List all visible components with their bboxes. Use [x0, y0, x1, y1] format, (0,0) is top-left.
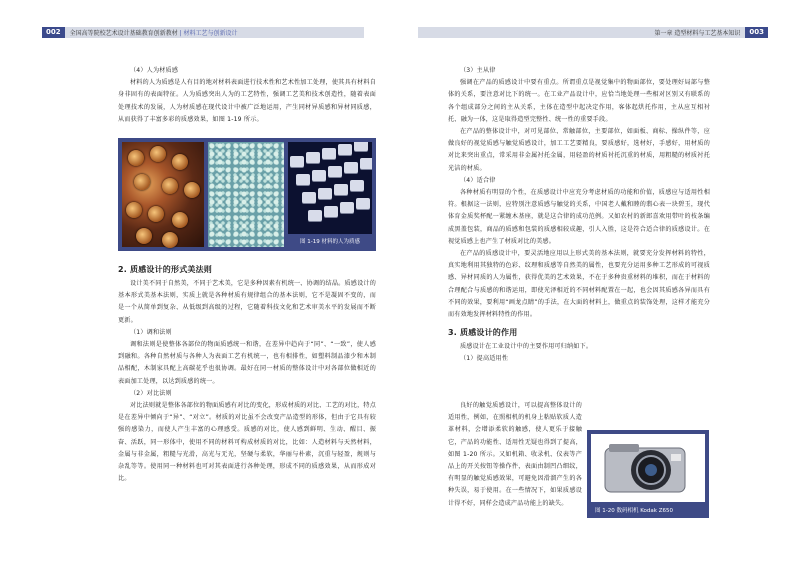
header-separator: | — [179, 30, 182, 37]
left-column-top — [118, 65, 376, 126]
section-heading: （1）提高适用性 — [460, 355, 509, 363]
page-number-left: 002 — [42, 27, 65, 38]
series-name: 全国高等院校艺术设计基础教育创新教材 — [69, 30, 178, 37]
paragraph: 设计美不同于自然美，不同于艺术美，它是多种因素有机统一、协调的结晶。质感设计的基本形式美基本法则，实质上就是各种材质有规律组合的基本法则，它不是凝固不变的，而是一个从简单到复杂、从低级到高级的过程，它随着科技文化和艺术审美水平的发展而不断更新。 — [118, 280, 376, 324]
camera-image — [591, 434, 705, 502]
paragraph: 质感设计在工业设计中的主要作用可归纳如下。 — [460, 343, 593, 351]
paragraph: 调和法则是使整体各部位的物面质感统一和谐，在差异中趋向于“同”、“一致”，使人感到融和。各种自然材质与各种人为表面工艺有机统一，也有相排性，如塑料制品漆少和木制品相配，木制家具配上高碳花乎也很协调。最好在同一材质的整体设计中对各部位做相近的表面加工处理，以达到质感的统一。 — [118, 341, 376, 385]
paragraph: 各种材质有明显的个性，在质感设计中应充分考虑材质的功能和价值，质感应与适用性相符。根据这一法则，应特别注意质感与触觉的关系，中国老人戴和睦的翡心表一块碧玉，现代体育金质奖杯配一紧缠木基座，就是这合律的成功范例。又如农村的新郎喜欢用带叶的枝条编成黑盖包装，商品的质感和包装的质感相较成趣，引人入胜，这是符合适合律的质感设计。在视觉质感上也产生了材质对比的美感。 — [448, 189, 710, 245]
page-number-right: 003 — [745, 27, 768, 38]
section-heading: （3）主从律 — [460, 67, 496, 74]
section-title: 2. 质感设计的形式美法则 — [118, 265, 212, 274]
paragraph: 良好的触觉质感设计，可以提高整体设计的适用性，例如，在照相机的机身上粘贴软质人造革材料，会增添柔软的触感，使人更乐于接触它，产品的功能性、适用性无疑也得到了提高，如图 1-20 所示。又如机箱、收录机、仪表等产品上的开关按钮等操作件，表面由制凹凸细纹，有明显的触觉质感效果，可避免因滑溜产生的各种失误，易于使用。在一些情况下，如果质感设计得不好，同样会造成产品功能上的缺失。 — [448, 402, 582, 507]
left-column-bottom — [118, 258, 376, 485]
paragraph: 在产品的整体设计中，对可见部位、常触部位，主要部位，如面板、商标、操纵件等，应做良好的视觉质感与触觉质感设计，加工工艺要精良，要质感好，选材好，手感好，用材质的对比来突出重点，常采用非金属衬托金属，用轻盈的材质衬托沉重的材质，用粗糙的材质衬托光洁的材质。 — [448, 128, 710, 172]
running-header-right — [418, 27, 768, 38]
figure-1-19 — [118, 138, 376, 251]
section-heading: （1）调和法则 — [130, 328, 172, 336]
coins-image — [122, 142, 204, 247]
figure-caption: 图 1-19 材料的人为质感 — [300, 239, 360, 245]
section-heading: （4）适合律 — [460, 176, 496, 184]
paragraph: 对比法则就是整体各部位的物面质感有对比的变化，形成材质的对比、工艺的对比，特点是在差异中倾向于“异”、“对立”。材质的对比虽不会改变产品造型的形体，但由于它具有较强的感染力，而使人产生丰富的心理感受。质感的对比，使人感到鲜明、生动、醒目、振奋、活跃，同一形体中，使用不同的材料可构成材质的对比，比如：人造材料与天然材料，金属与非金属，粗糙与光滑，高光与无光，坚硬与柔软，华丽与朴素，沉重与轻盈，规则与杂乱等等。使用同一种材料也可对其表面进行各种处理，形成不同的质感效果，从而形成对比。 — [118, 402, 376, 483]
paragraph: 强调在产品的质感设计中要有重点。所谓重点是视觉集中的物面部位，要处理好局部与整体的关系，要注意对比下的统一。在工业产品设计中，应恰当地处理一些相对区别又有联系的各个组成部分之间的主从关系，主体在造型中起决定作用，客体起烘托作用，主从应互相衬托、融为一体，这是取得造型完整性、统一性的重要手段。 — [448, 79, 710, 123]
paragraph: 材料的人为质感是人有目的地对材料表面进行技术性和艺术性加工处理，使其具有材料自身非固有的表面特征。人为质感突出人为的工艺特性，强调工艺美和技术创造性，随着表面处理技术的发展，人为材质感在现代设计中被广泛地运用，产生同材异质感和异材同质感，从而获得了丰富多彩的质感效果，如图 1-19 所示。 — [118, 79, 376, 123]
section-heading: （4）人为材质感 — [130, 67, 179, 74]
figure-caption: 图 1-20 数码相机 Kodak Z650 — [595, 508, 673, 514]
book-title: 材料工艺与创新设计 — [183, 30, 238, 37]
running-header-left — [42, 27, 364, 38]
keyboard-image — [288, 142, 372, 234]
right-column-wrap — [448, 400, 582, 510]
series-title — [65, 28, 243, 37]
right-column-top — [448, 65, 710, 366]
section-title: 3. 质感设计的作用 — [448, 328, 518, 338]
chapter-title: 第一章 造型材料与工艺基本知识 — [654, 30, 741, 37]
figure-1-20 — [587, 430, 709, 518]
section-heading: （2）对比法则 — [130, 389, 172, 397]
textured-surface-image — [208, 142, 284, 247]
paragraph: 在产品的质感设计中，要灵活地应用以上形式美的基本法则，就要充分发挥材料的特性，真实地利用其独特的色彩、纹理和质感等自然美的属性，也要充分运用多种工艺形成的可视质感、异材同质的人为属性，获得优美的艺术效果，不在于多种贵重材料的堆积，而在于材料的合理配合与质感的和谐运用，即使光泽相近的不同材料配置在一起，也会因其质感各异而具有不同的效果，要利用“画龙点睛”的手法，在大面的材料上，做重点的装饰处理，这样才能充分而有效地发挥材料特性的作用。 — [448, 250, 710, 319]
